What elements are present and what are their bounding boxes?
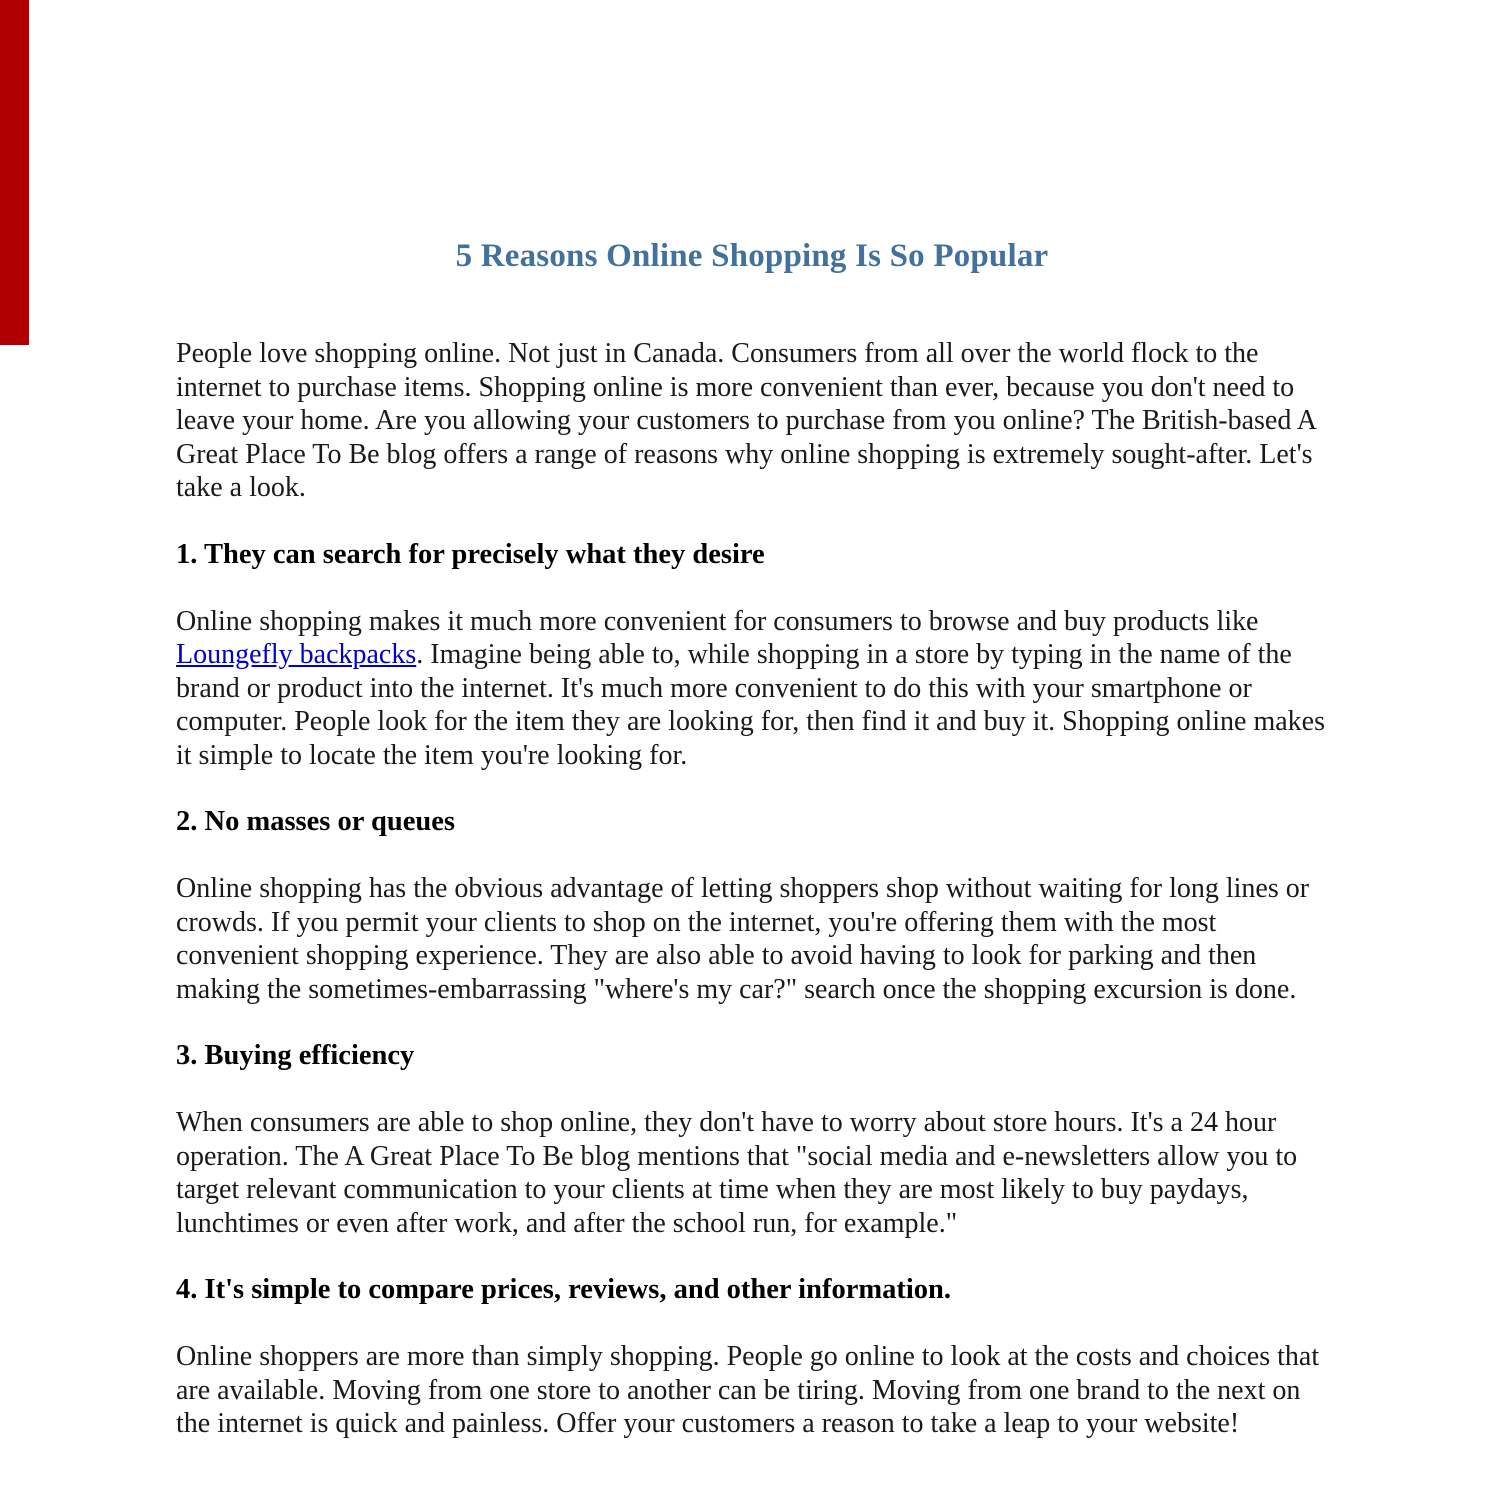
section-1-paragraph xyxy=(176,605,1328,773)
section-1-text-after-link: . Imagine being able to, while shopping in a store by typing in the name of the brand or product into the internet. It's much more convenient to do this with your smartphone or computer. People look for the item they are looking for, then find it and buy it. Shopping online makes it simple to locate the item you're looking for. xyxy=(176,639,1325,771)
article-title: 5 Reasons Online Shopping Is So Popular xyxy=(455,238,1049,274)
section-3-heading: 3. Buying efficiency xyxy=(176,1040,415,1071)
section-3-paragraph: When consumers are able to shop online, they don't have to worry about store hours. It's a 24 hour operation. The A Great Place To Be blog mentions that "social media and e-newsletters allow you to target relevant communication to your clients at time when they are most likely to buy paydays, lunchtimes or even after work, and after the school run, for example." xyxy=(176,1107,1298,1239)
loungefly-backpacks-link[interactable]: Loungefly backpacks xyxy=(176,639,417,670)
section-2-heading: 2. No masses or queues xyxy=(176,806,455,837)
section-1-heading: 1. They can search for precisely what they desire xyxy=(176,538,765,570)
section-4-heading: 4. It's simple to compare prices, reviews, and other information. xyxy=(176,1274,951,1305)
section-4-paragraph: Online shoppers are more than simply shopping. People go online to look at the costs and choices that are available. Moving from one store to another can be tiring. Moving from one brand to the next on the internet is quick and painless. Offer your customers a reason to take a leap to your website! xyxy=(176,1341,1320,1439)
section-1-text-before-link: Online shopping makes it much more convenient for consumers to browse and buy products like xyxy=(176,605,1259,637)
section-2-paragraph: Online shopping has the obvious advantage of letting shoppers shop without waiting for long lines or crowds. If you permit your clients to shop on the internet, you're offering them with the most convenient shopping experience. They are also able to avoid having to look for parking and then making the sometimes-embarrassing "where's my car?" search once the shopping excursion is done. xyxy=(176,873,1310,1005)
intro-paragraph: People love shopping online. Not just in Canada. Consumers from all over the world flock to the internet to purchase items. Shopping online is more convenient than ever, because you don't need to leave your home. Are you allowing your customers to purchase from you online? The British-based A Great Place To Be blog offers a range of reasons why online shopping is extremely sought-after. Let's take a look. xyxy=(176,338,1316,503)
article-content xyxy=(176,238,1328,1441)
left-red-stripe xyxy=(0,0,29,345)
